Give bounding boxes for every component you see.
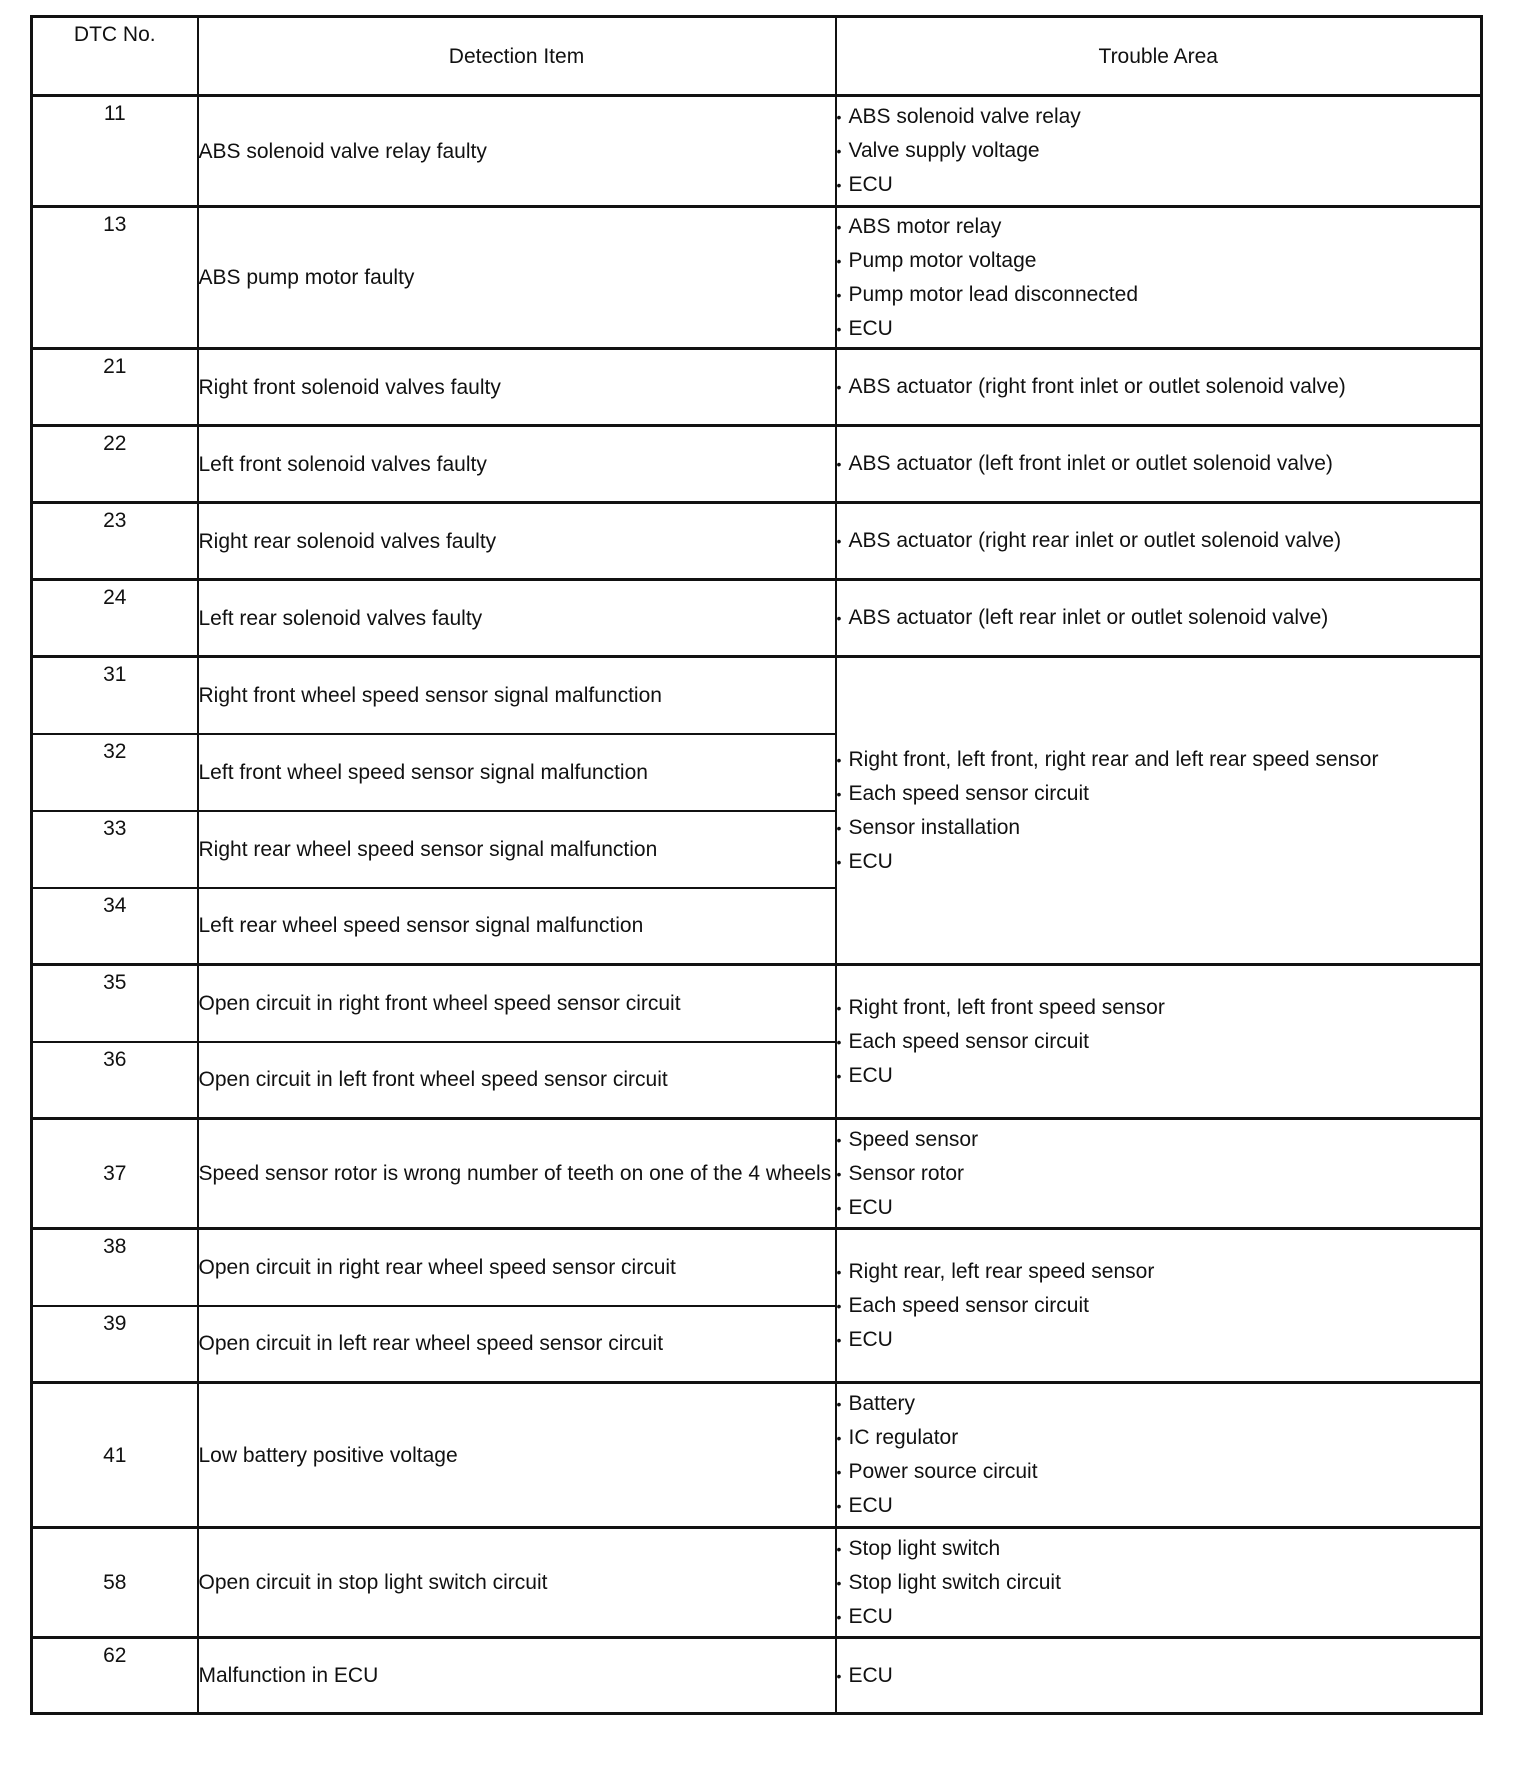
trouble-area-text: Right front, left front speed sensor <box>848 995 1165 1019</box>
trouble-area-text: ABS solenoid valve relay <box>848 105 1081 128</box>
bullet-icon: • <box>836 610 842 626</box>
trouble-area <box>836 503 1482 580</box>
dtc-code: 37 <box>32 1119 198 1229</box>
bullet-icon: • <box>836 1608 842 1625</box>
detection-item: Left front wheel speed sensor signal malfunction <box>198 734 836 811</box>
trouble-area-item <box>837 743 1481 777</box>
table-row <box>32 1638 1482 1714</box>
bullet-icon: • <box>836 379 842 395</box>
bullet-icon: • <box>836 1574 842 1591</box>
bullet-icon: • <box>836 1033 842 1050</box>
trouble-area-text: Right front, left front, right rear and left rear speed sensor <box>848 747 1379 771</box>
trouble-area-item <box>837 312 1481 346</box>
detection-item: Low battery positive voltage <box>198 1383 836 1528</box>
trouble-area-item <box>837 1059 1481 1093</box>
trouble-area-text: ECU <box>848 1604 893 1628</box>
trouble-area-item <box>837 845 1481 879</box>
bullet-icon: • <box>836 1131 842 1148</box>
trouble-area <box>836 1638 1482 1714</box>
trouble-area <box>836 207 1482 349</box>
trouble-area-text: Pump motor voltage <box>848 248 1037 272</box>
table-row <box>32 657 1482 734</box>
bullet-icon: • <box>836 320 842 337</box>
bullet-icon: • <box>836 1540 842 1557</box>
trouble-area-list <box>837 210 1481 346</box>
trouble-area-list <box>837 743 1481 879</box>
trouble-area <box>836 1119 1482 1229</box>
table-row <box>32 426 1482 503</box>
trouble-area-item <box>837 370 1481 404</box>
dtc-code: 13 <box>32 207 198 349</box>
table-row <box>32 503 1482 580</box>
dtc-code: 31 <box>32 657 198 734</box>
dtc-code: 23 <box>32 503 198 580</box>
detection-item: Right front wheel speed sensor signal malfunction <box>198 657 836 734</box>
trouble-area-text: ABS actuator (right rear inlet or outlet solenoid valve) <box>848 529 1342 552</box>
trouble-area-item <box>837 524 1481 558</box>
trouble-area-text: ECU <box>848 316 893 340</box>
trouble-area-text: ECU <box>848 1063 893 1087</box>
dtc-code: 24 <box>32 580 198 657</box>
trouble-area-list <box>837 1532 1481 1634</box>
bullet-icon: • <box>836 109 842 125</box>
bullet-icon: • <box>836 1297 842 1314</box>
bullet-icon: • <box>836 1498 842 1514</box>
trouble-area-text: Each speed sensor circuit <box>848 781 1089 805</box>
dtc-code: 35 <box>32 965 198 1042</box>
bullet-icon: • <box>836 1165 842 1182</box>
trouble-area-text: Stop light switch circuit <box>848 1570 1061 1594</box>
bullet-icon: • <box>836 785 842 802</box>
trouble-area-text: Each speed sensor circuit <box>848 1293 1089 1317</box>
trouble-area-list <box>837 1387 1481 1523</box>
bullet-icon: • <box>836 218 842 235</box>
detection-item: Open circuit in left rear wheel speed sensor circuit <box>198 1306 836 1383</box>
detection-item: Open circuit in left front wheel speed sensor circuit <box>198 1042 836 1119</box>
bullet-icon: • <box>836 853 842 870</box>
table-row <box>32 1229 1482 1306</box>
trouble-area-text: Stop light switch <box>848 1536 1001 1560</box>
bullet-icon: • <box>836 1430 842 1446</box>
header-trouble-area: Trouble Area <box>836 17 1482 96</box>
detection-item: Open circuit in stop light switch circuit <box>198 1528 836 1638</box>
trouble-area <box>836 580 1482 657</box>
table-row <box>32 580 1482 657</box>
table-row <box>32 1383 1482 1528</box>
bullet-icon: • <box>836 1396 842 1412</box>
trouble-area-text: Power source circuit <box>848 1460 1038 1483</box>
dtc-code: 32 <box>32 734 198 811</box>
trouble-area-list <box>837 1255 1481 1357</box>
detection-item: Right rear wheel speed sensor signal malfunction <box>198 811 836 888</box>
dtc-code: 38 <box>32 1229 198 1306</box>
header-dtc-no: DTC No. <box>32 17 198 96</box>
dtc-code: 11 <box>32 96 198 207</box>
bullet-icon: • <box>836 1263 842 1280</box>
trouble-area <box>836 965 1482 1119</box>
trouble-area-item <box>837 1255 1481 1289</box>
detection-item: Malfunction in ECU <box>198 1638 836 1714</box>
trouble-area-item <box>837 601 1481 635</box>
table-row <box>32 96 1482 207</box>
trouble-area <box>836 426 1482 503</box>
bullet-icon: • <box>836 456 842 472</box>
bullet-icon: • <box>836 819 842 836</box>
dtc-code: 41 <box>32 1383 198 1528</box>
table-row <box>32 1119 1482 1229</box>
trouble-area-item <box>837 1455 1481 1489</box>
trouble-area-text: ECU <box>848 1327 893 1351</box>
trouble-area <box>836 657 1482 965</box>
trouble-area-item <box>837 210 1481 244</box>
trouble-area-text: ECU <box>848 173 893 196</box>
bullet-icon: • <box>836 252 842 269</box>
trouble-area-item <box>837 1532 1481 1566</box>
dtc-code: 34 <box>32 888 198 965</box>
bullet-icon: • <box>836 533 842 549</box>
detection-item: Open circuit in right front wheel speed sensor circuit <box>198 965 836 1042</box>
trouble-area-item <box>837 811 1481 845</box>
trouble-area-text: ECU <box>848 1494 893 1517</box>
detection-item: Right rear solenoid valves faulty <box>198 503 836 580</box>
bullet-icon: • <box>836 1667 842 1684</box>
trouble-area-text: IC regulator <box>848 1426 959 1449</box>
trouble-area-list <box>837 447 1481 481</box>
trouble-area-item <box>837 1025 1481 1059</box>
trouble-area-list <box>837 524 1481 558</box>
trouble-area-list <box>837 100 1481 202</box>
trouble-area-text: ABS motor relay <box>848 214 1002 238</box>
trouble-area-text: Sensor installation <box>848 815 1021 839</box>
trouble-area-item <box>837 1191 1481 1225</box>
detection-item: ABS solenoid valve relay faulty <box>198 96 836 207</box>
bullet-icon: • <box>836 1067 842 1084</box>
trouble-area-item <box>837 991 1481 1025</box>
trouble-area-text: Battery <box>848 1392 916 1415</box>
trouble-area-text: ECU <box>848 849 893 873</box>
bullet-icon: • <box>836 177 842 193</box>
dtc-code: 39 <box>32 1306 198 1383</box>
dtc-table <box>30 15 1483 1715</box>
bullet-icon: • <box>836 751 842 768</box>
table-row <box>32 1528 1482 1638</box>
table-row <box>32 965 1482 1042</box>
trouble-area-list <box>837 370 1481 404</box>
trouble-area-text: Each speed sensor circuit <box>848 1029 1089 1053</box>
trouble-area-list <box>837 991 1481 1093</box>
bullet-icon: • <box>836 286 842 303</box>
header-detection-item: Detection Item <box>198 17 836 96</box>
trouble-area-item <box>837 244 1481 278</box>
detection-item: Left rear solenoid valves faulty <box>198 580 836 657</box>
trouble-area <box>836 349 1482 426</box>
trouble-area-text: Pump motor lead disconnected <box>848 282 1138 306</box>
trouble-area <box>836 1229 1482 1383</box>
trouble-area-item <box>837 1323 1481 1357</box>
trouble-area <box>836 1528 1482 1638</box>
trouble-area-item <box>837 1659 1481 1693</box>
trouble-area-item <box>837 168 1481 202</box>
trouble-area-item <box>837 1289 1481 1323</box>
trouble-area-item <box>837 1387 1481 1421</box>
detection-item: Right front solenoid valves faulty <box>198 349 836 426</box>
bullet-icon: • <box>836 143 842 159</box>
dtc-code: 58 <box>32 1528 198 1638</box>
dtc-code: 62 <box>32 1638 198 1714</box>
detection-item: ABS pump motor faulty <box>198 207 836 349</box>
trouble-area-item <box>837 1566 1481 1600</box>
detection-item: Left front solenoid valves faulty <box>198 426 836 503</box>
table-row <box>32 207 1482 349</box>
trouble-area-text: ABS actuator (right front inlet or outlet solenoid valve) <box>848 375 1346 398</box>
trouble-area-item <box>837 1123 1481 1157</box>
trouble-area-item <box>837 777 1481 811</box>
trouble-area-item <box>837 278 1481 312</box>
bullet-icon: • <box>836 1331 842 1348</box>
detection-item: Open circuit in right rear wheel speed sensor circuit <box>198 1229 836 1306</box>
bullet-icon: • <box>836 1464 842 1480</box>
dtc-code: 36 <box>32 1042 198 1119</box>
trouble-area-list <box>837 601 1481 635</box>
detection-item: Speed sensor rotor is wrong number of teeth on one of the 4 wheels <box>198 1119 836 1229</box>
dtc-code: 21 <box>32 349 198 426</box>
table-row <box>32 349 1482 426</box>
trouble-area-item <box>837 447 1481 481</box>
trouble-area-list <box>837 1659 1481 1693</box>
detection-item: Left rear wheel speed sensor signal malfunction <box>198 888 836 965</box>
trouble-area <box>836 1383 1482 1528</box>
header-row <box>32 17 1482 96</box>
trouble-area-item <box>837 100 1481 134</box>
trouble-area-text: ECU <box>848 1663 893 1687</box>
trouble-area-text: Speed sensor <box>848 1127 979 1151</box>
trouble-area-item <box>837 1600 1481 1634</box>
trouble-area-text: Valve supply voltage <box>848 139 1040 162</box>
trouble-area-item <box>837 1421 1481 1455</box>
trouble-area-item <box>837 1157 1481 1191</box>
trouble-area-text: ECU <box>848 1195 893 1219</box>
trouble-area-text: ABS actuator (left front inlet or outlet solenoid valve) <box>848 452 1333 475</box>
dtc-code: 33 <box>32 811 198 888</box>
bullet-icon: • <box>836 1199 842 1216</box>
trouble-area-item <box>837 134 1481 168</box>
trouble-area-list <box>837 1123 1481 1225</box>
trouble-area <box>836 96 1482 207</box>
dtc-code: 22 <box>32 426 198 503</box>
trouble-area-item <box>837 1489 1481 1523</box>
trouble-area-text: Sensor rotor <box>848 1161 965 1185</box>
trouble-area-text: Right rear, left rear speed sensor <box>848 1259 1155 1283</box>
trouble-area-text: ABS actuator (left rear inlet or outlet solenoid valve) <box>848 606 1329 629</box>
bullet-icon: • <box>836 999 842 1016</box>
